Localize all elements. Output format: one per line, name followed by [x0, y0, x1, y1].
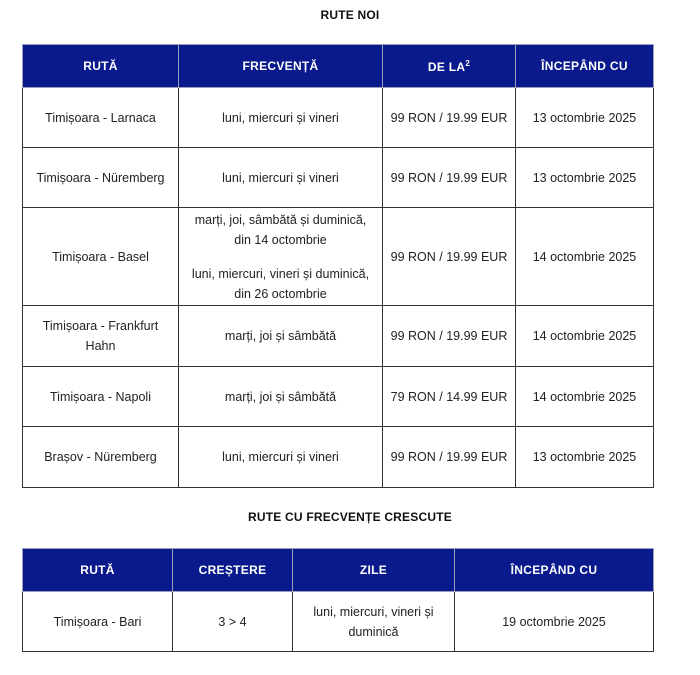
route-cell: Timișoara - Frankfurt Hahn	[23, 306, 179, 367]
start-date-cell: 13 octombrie 2025	[516, 148, 654, 208]
header-increase: CREȘTERE	[173, 549, 293, 592]
price-cell: 99 RON / 19.99 EUR	[383, 427, 516, 488]
header-route: RUTĂ	[23, 45, 179, 88]
header-price	[383, 45, 516, 88]
start-date-cell: 14 octombrie 2025	[516, 367, 654, 427]
price-cell: 99 RON / 19.99 EUR	[383, 306, 516, 367]
table-row	[23, 427, 654, 488]
increased-routes-header-row	[23, 549, 654, 592]
frequency-cell	[179, 208, 383, 306]
route-cell: Brașov - Nüremberg	[23, 427, 179, 488]
table-row	[23, 148, 654, 208]
header-days: ZILE	[293, 549, 455, 592]
start-date-cell: 14 octombrie 2025	[516, 208, 654, 306]
header-frequency: FRECVENȚĂ	[179, 45, 383, 88]
start-date-cell: 14 octombrie 2025	[516, 306, 654, 367]
start-date-cell: 13 octombrie 2025	[516, 427, 654, 488]
header-route: RUTĂ	[23, 549, 173, 592]
route-cell: Timișoara - Bari	[23, 592, 173, 652]
frequency-cell: luni, miercuri și vineri	[179, 148, 383, 208]
new-routes-header-row	[23, 45, 654, 88]
start-date-cell: 19 octombrie 2025	[455, 592, 654, 652]
price-cell: 79 RON / 14.99 EUR	[383, 367, 516, 427]
new-routes-title: RUTE NOI	[320, 8, 380, 22]
header-start: ÎNCEPÂND CU	[516, 45, 654, 88]
frequency-cell: marți, joi și sâmbătă	[179, 367, 383, 427]
frequency-cell: marți, joi și sâmbătă	[179, 306, 383, 367]
table-row	[23, 306, 654, 367]
route-cell: Timișoara - Napoli	[23, 367, 179, 427]
table-row	[23, 592, 654, 652]
route-cell: Timișoara - Nüremberg	[23, 148, 179, 208]
increased-routes-table	[22, 548, 654, 652]
price-cell: 99 RON / 19.99 EUR	[383, 148, 516, 208]
route-cell: Timișoara - Basel	[23, 208, 179, 306]
table-row	[23, 367, 654, 427]
table-row	[23, 88, 654, 148]
days-cell: luni, miercuri, vineri și duminică	[293, 592, 455, 652]
header-start: ÎNCEPÂND CU	[455, 549, 654, 592]
footnote-marker: 2	[465, 58, 471, 68]
frequency-cell: luni, miercuri și vineri	[179, 88, 383, 148]
start-date-cell: 13 octombrie 2025	[516, 88, 654, 148]
price-cell: 99 RON / 19.99 EUR	[383, 88, 516, 148]
increased-routes-title: RUTE CU FRECVENȚE CRESCUTE	[248, 510, 452, 524]
frequency-line: luni, miercuri, vineri și duminică, din 26 octombrie	[191, 266, 370, 301]
route-cell: Timișoara - Larnaca	[23, 88, 179, 148]
price-cell: 99 RON / 19.99 EUR	[383, 208, 516, 306]
header-price-label: DE LA	[427, 59, 466, 74]
new-routes-table	[22, 44, 654, 488]
frequency-line: marți, joi, sâmbătă și duminică, din 14 octombrie	[194, 212, 367, 247]
increase-cell: 3 > 4	[173, 592, 293, 652]
table-row	[23, 208, 654, 306]
frequency-cell: luni, miercuri și vineri	[179, 427, 383, 488]
